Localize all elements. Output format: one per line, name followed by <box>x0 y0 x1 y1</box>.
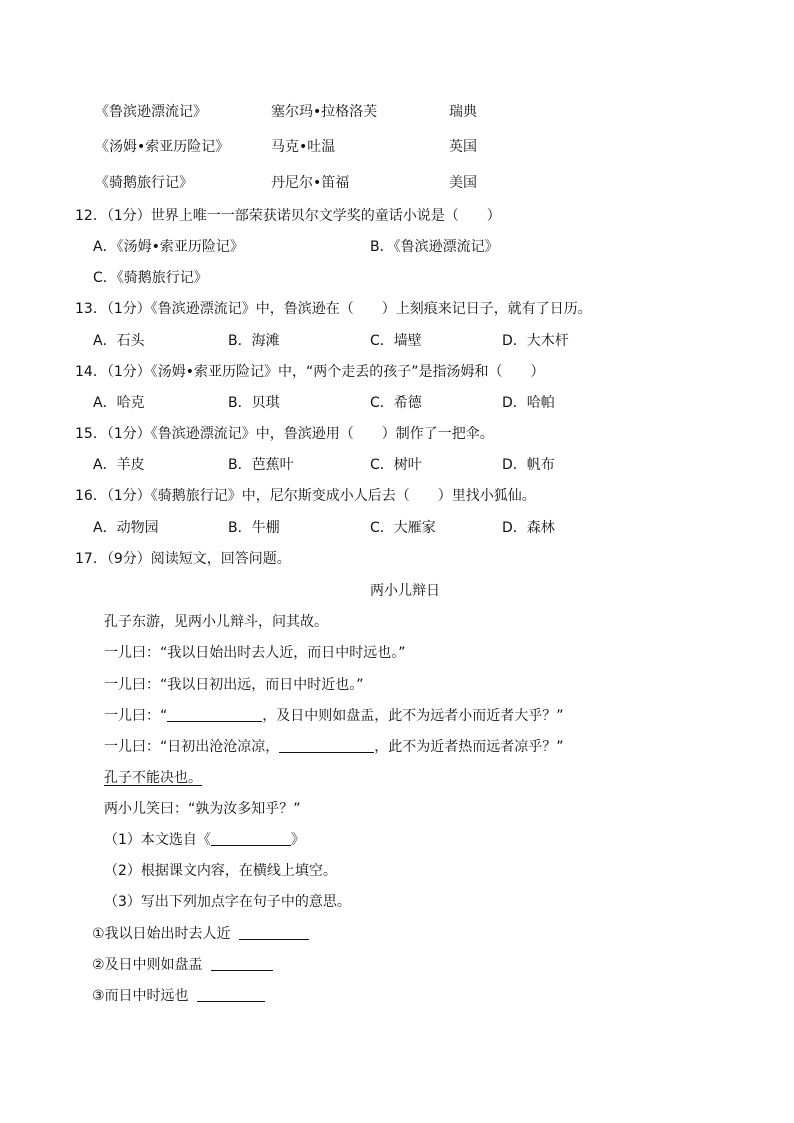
q12-option-c: C．《骑鹅旅行记》 <box>93 270 208 286</box>
q15-option-c: C．树叶 <box>370 457 422 473</box>
author-1: 塞尔玛•拉格洛芙 <box>271 104 378 120</box>
fill-blank-2[interactable] <box>279 738 374 753</box>
q14-stem: 14．（1分）《汤姆•索亚历险记》中，“两个走丢的孩子”是指汤姆和（ ） <box>75 364 545 380</box>
passage-line-2: 一儿曰：“我以日始出时去人近，而日中时远也。” <box>104 645 406 661</box>
q15-option-d: D．帆布 <box>502 457 555 473</box>
meaning-item-1-text: ①我以日始出时去人近 <box>92 926 231 942</box>
q14-option-d: D．哈帕 <box>502 395 555 411</box>
country-3: 美国 <box>449 175 477 191</box>
meaning-blank-1[interactable] <box>239 925 309 940</box>
passage-line-4 <box>104 707 564 725</box>
q15-stem: 15．（1分）《鲁滨逊漂流记》中，鲁滨逊用（ ）制作了一把伞。 <box>75 426 494 442</box>
q13-option-b: B．海滩 <box>228 333 280 349</box>
book-title-1: 《鲁滨逊漂流记》 <box>95 104 207 120</box>
passage-line-5-end: ，此不为近者热而远者凉乎？” <box>374 739 564 755</box>
sub-question-3: （3）写出下列加点字在句子中的意思。 <box>104 894 351 910</box>
source-book-blank[interactable] <box>211 831 291 846</box>
meaning-blank-2[interactable] <box>211 956 273 971</box>
q12-option-b: B．《鲁滨逊漂流记》 <box>370 239 499 255</box>
q16-option-d: D．森林 <box>502 520 555 536</box>
q14-option-b: B．贝琪 <box>228 395 280 411</box>
book-title-2: 《汤姆•索亚历险记》 <box>95 139 230 155</box>
passage-line-5-start: 一儿曰：“日初出沧沧凉凉， <box>104 739 280 755</box>
q17-stem: 17．（9分）阅读短文，回答问题。 <box>75 551 291 567</box>
meaning-item-2-text: ②及日中则如盘盂 <box>92 957 203 973</box>
passage-line-7: 两小儿笑曰：“孰为汝多知乎？” <box>104 801 301 817</box>
meaning-item-3 <box>92 987 265 1005</box>
passage-line-5 <box>104 738 564 756</box>
q12-stem: 12．（1分）世界上唯一一部荣获诺贝尔文学奖的童话小说是（ ） <box>75 208 501 224</box>
q14-option-a: A．哈克 <box>93 395 145 411</box>
q15-option-b: B．芭蕉叶 <box>228 457 294 473</box>
q16-stem: 16．（1分）《骑鹅旅行记》中，尼尔斯变成小人后去（ ）里找小狐仙。 <box>75 488 536 504</box>
meaning-item-3-text: ③而日中时远也 <box>92 988 189 1004</box>
passage-line-3: 一儿曰：“我以日初出远，而日中时近也。” <box>104 677 364 693</box>
q13-option-a: A．石头 <box>93 333 145 349</box>
q16-option-c: C．大雁家 <box>370 520 436 536</box>
sub-question-1-start: （1）本文选自《 <box>104 832 211 848</box>
q16-option-a: A．动物园 <box>93 520 159 536</box>
meaning-item-1 <box>92 925 309 943</box>
q13-stem: 13．（1分）《鲁滨逊漂流记》中，鲁滨逊在（ ）上刻痕来记日子，就有了日历。 <box>75 301 592 317</box>
country-2: 英国 <box>449 139 477 155</box>
author-3: 丹尼尔•笛福 <box>271 175 350 191</box>
fill-blank-1[interactable] <box>167 707 262 722</box>
meaning-item-2 <box>92 956 273 974</box>
q16-option-b: B．牛棚 <box>228 520 280 536</box>
author-2: 马克•吐温 <box>271 139 336 155</box>
passage-line-4-start: 一儿曰：“ <box>104 708 168 724</box>
passage-line-6-underlined: 孔子不能决也。 <box>104 770 202 786</box>
sub-question-1 <box>104 831 305 849</box>
country-1: 瑞典 <box>449 104 477 120</box>
passage-line-1: 孔子东游，见两小儿辩斗，问其故。 <box>104 614 328 630</box>
sub-question-2: （2）根据课文内容，在横线上填空。 <box>104 863 337 879</box>
q12-option-a: A．《汤姆•索亚历险记》 <box>93 239 244 255</box>
sub-question-1-end: 》 <box>290 832 305 848</box>
q14-option-c: C．希德 <box>370 395 422 411</box>
meaning-blank-3[interactable] <box>197 987 265 1002</box>
q15-option-a: A．羊皮 <box>93 457 145 473</box>
book-title-3: 《骑鹅旅行记》 <box>95 175 193 191</box>
passage-title: 两小儿辩日 <box>370 583 440 599</box>
passage-line-4-end: ，及日中则如盘盂，此不为远者小而近者大乎？” <box>262 708 564 724</box>
q13-option-d: D．大木杆 <box>502 333 569 349</box>
q13-option-c: C．墙壁 <box>370 333 422 349</box>
